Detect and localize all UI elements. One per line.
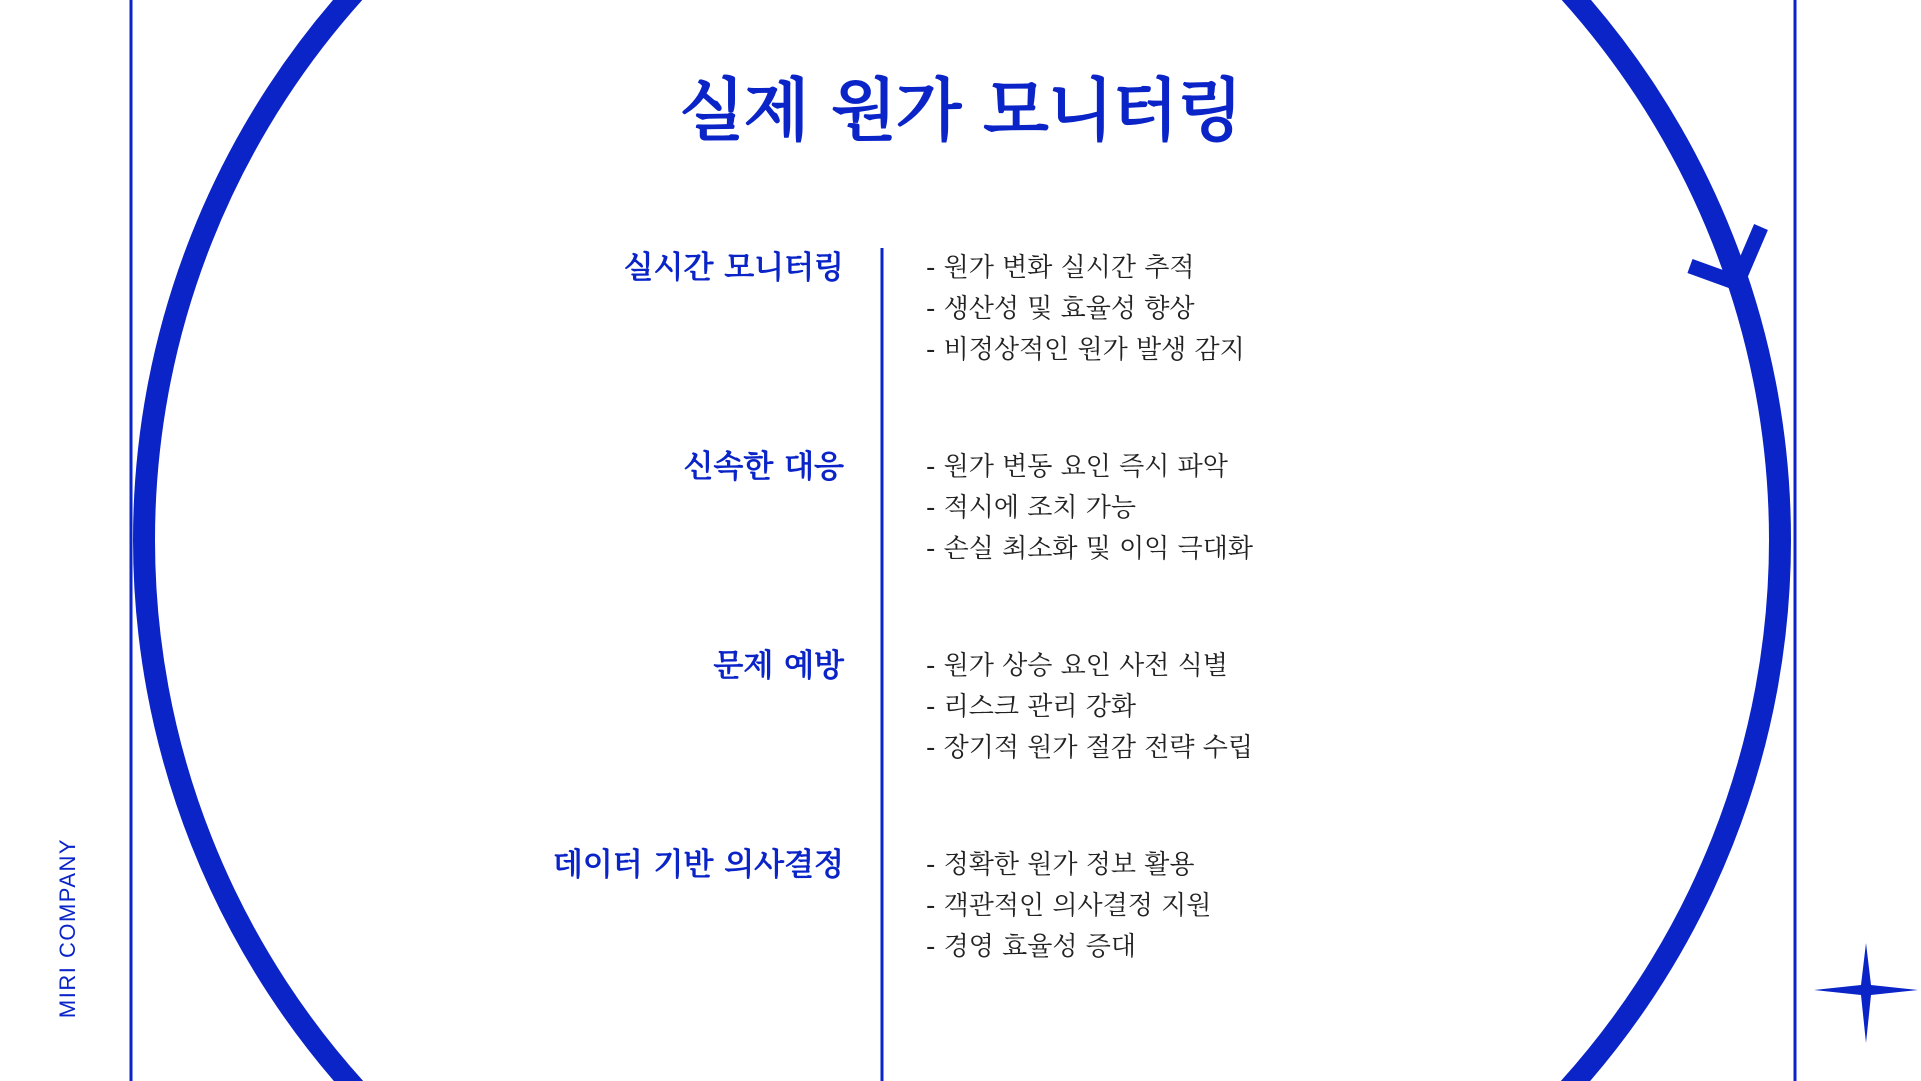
bullet-item: - 경영 효율성 증대: [926, 932, 1136, 962]
sparkle-star-icon: [1814, 943, 1918, 1043]
page-title: 실제 원가 모니터링: [679, 72, 1242, 151]
section-bullets-prevention: [926, 646, 1253, 769]
bullet-item: - 원가 상승 요인 사전 식별: [926, 651, 1228, 681]
bullet-item: - 생산성 및 효율성 향상: [926, 294, 1195, 324]
section-heading-response: 신속한 대응: [683, 449, 844, 485]
bullet-item: - 객관적인 의사결정 지원: [926, 891, 1212, 921]
bullet-item: - 적시에 조치 가능: [926, 493, 1136, 523]
bullet-item: - 리스크 관리 강화: [926, 692, 1136, 722]
bullet-item: - 원가 변동 요인 즉시 파악: [926, 452, 1228, 482]
section-heading-data-decisions: 데이터 기반 의사결정: [552, 847, 844, 883]
section-bullets-data-decisions: [926, 845, 1211, 968]
section-heading-prevention: 문제 예방: [713, 648, 844, 684]
section-bullets-realtime: [926, 248, 1245, 371]
section-bullets-response: [926, 447, 1253, 570]
bullet-item: - 손실 최소화 및 이익 극대화: [926, 534, 1253, 564]
bullet-item: - 장기적 원가 절감 전략 수립: [926, 733, 1253, 763]
bullet-item: - 비정상적인 원가 발생 감지: [926, 335, 1245, 365]
brand-label: MIRI COMPANY: [55, 837, 80, 1019]
bullet-item: - 정확한 원가 정보 활용: [926, 850, 1195, 880]
bullet-item: - 원가 변화 실시간 추적: [926, 253, 1195, 283]
section-heading-realtime: 실시간 모니터링: [623, 250, 844, 286]
